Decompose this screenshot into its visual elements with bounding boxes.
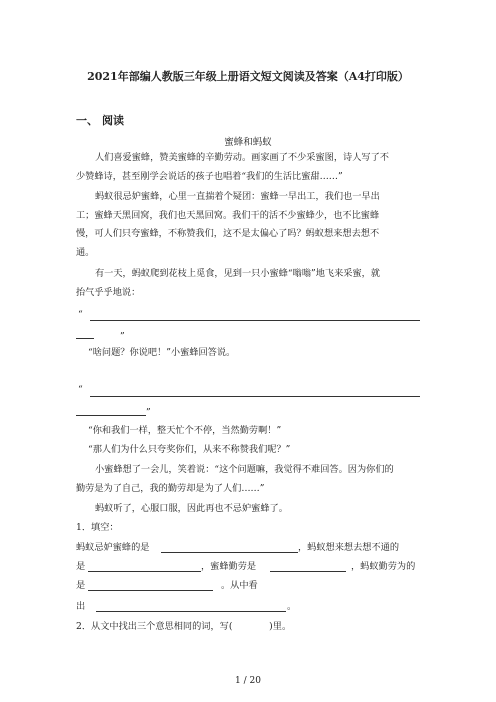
q1-row2-text-c: ，蚂蚁勤劳为的 <box>351 561 416 572</box>
para3-line1: 有一天，蚂蚁爬到花枝上觅食，见到一只小蜜蜂“嗡嗡”地飞来采蜜，就 <box>95 268 381 279</box>
q1-row4-text-a: 出 <box>76 601 86 612</box>
q1-blank2[interactable] <box>88 571 201 572</box>
section-heading <box>76 112 124 128</box>
question1-label: 1．填空： <box>76 522 119 533</box>
para2-line4: 通。 <box>76 247 95 258</box>
q1-blank4[interactable] <box>88 590 213 591</box>
para5: 蚂蚁听了，心服口服，因此再也不忌妒蜜蜂了。 <box>95 503 288 514</box>
section-label: 阅读 <box>102 114 124 127</box>
para1-line2: 少赞蜂诗，甚至刚学会说话的孩子也唱着“我们的生活比蜜甜……” <box>76 171 343 182</box>
q1-row3-text-a: 是 <box>76 580 86 591</box>
blank1-answer-line-end[interactable] <box>76 338 94 339</box>
blank2-open-quote: “ <box>78 384 83 395</box>
blank2-close-quote: ” <box>146 407 151 418</box>
section-number: 一、 <box>76 114 98 127</box>
q1-row4-text-b: 。 <box>287 601 297 612</box>
dialogue-line-a: “你和我们一样，整天忙个不停，当然勤劳啊！” <box>88 425 282 436</box>
para2-line3: 慢，可人们只夸蜜蜂，不称赞我们，这不是太偏心了吗？蚂蚁想来想去想不 <box>76 228 380 239</box>
para4-line1: 小蜜蜂想了一会儿，笑着说：“这个问题嘛，我觉得不难回答。因为你们的 <box>95 464 394 475</box>
blank2-answer-line[interactable] <box>90 396 420 397</box>
para2-line1: 蚂蚁很忌妒蜜蜂，心里一直揣着个疑团：蜜蜂一早出工，我们也一早出 <box>95 191 380 202</box>
q1-row1-text-a: 蚂蚁忌妒蜜蜂的是 <box>76 542 150 553</box>
blank1-answer-line[interactable] <box>90 320 420 321</box>
blank1-close-quote: ” <box>120 331 125 342</box>
blank1-open-quote: “ <box>78 309 83 320</box>
dialogue-line-b: “那人们为什么只夸奖你们，从来不称赞我们呢？” <box>88 444 291 455</box>
q1-row3-text-b: 。从中看 <box>221 580 258 591</box>
para1-line1: 人们喜爱蜜蜂，赞美蜜蜂的辛勤劳动。画家画了不少采蜜图，诗人写了不 <box>95 152 389 163</box>
document-title: 2021年部编人教版三年级上册语文短文阅读及答案（A4打印版） <box>87 70 409 83</box>
para2-line2: 工；蜜蜂天黑回窝，我们也天黑回窝。我们干的活不少蜜蜂少，也不比蜜蜂 <box>76 210 380 221</box>
reply-line: “啥问题？你说吧！”小蜜蜂回答说。 <box>88 347 236 358</box>
q1-blank5[interactable] <box>96 611 286 612</box>
blank2-answer-line-end[interactable] <box>76 415 146 416</box>
q1-row2-text-b: ，蜜蜂勤劳是 <box>201 561 257 572</box>
story-title: 蜜蜂和蚂蚁 <box>224 137 272 148</box>
para3-line2: 抬气乎乎地说： <box>76 287 141 298</box>
q1-blank1[interactable] <box>161 552 298 553</box>
q1-row2-text-a: 是 <box>76 561 86 572</box>
q1-row1-text-b: ，蚂蚁想来想去想不通的 <box>298 542 400 553</box>
page-number: 1 / 20 <box>235 676 261 686</box>
para4-line2: 勤劳是为了自己，我的勤劳却是为了人们……” <box>76 483 265 494</box>
q1-blank3[interactable] <box>270 571 346 572</box>
question2: 2．从文中找出三个意思相同的词，写( )里。 <box>76 621 292 632</box>
